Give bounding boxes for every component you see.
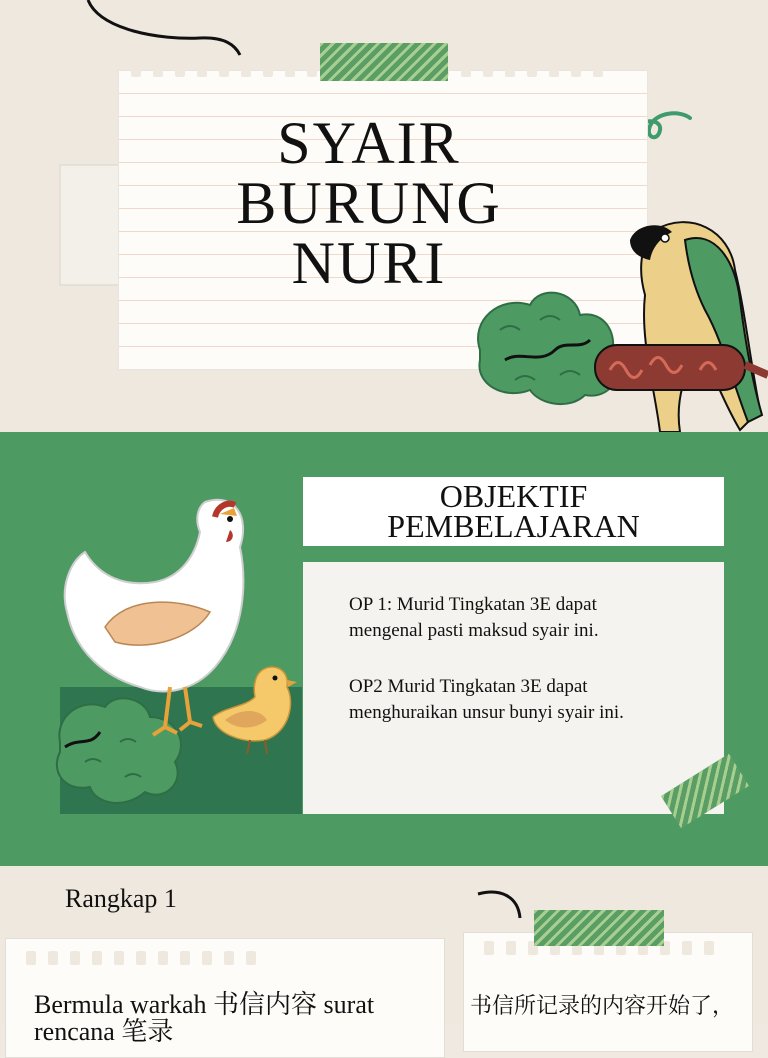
- title-line-3: NURI: [291, 230, 447, 296]
- objective-1-line-1: OP 1: Murid Tingkatan 3E dapat: [349, 594, 597, 615]
- stanza-slide: [0, 870, 768, 1046]
- objective-2-line-2: menghuraikan unsur bunyi syair ini.: [349, 702, 624, 723]
- stanza-card-left: [5, 938, 445, 1058]
- bush-icon: [57, 698, 181, 803]
- title-slide: [0, 0, 768, 432]
- objectives-slide: [0, 432, 768, 866]
- objectives-heading-line-2: PEMBELAJARAN: [387, 508, 640, 544]
- string-decor: [470, 888, 530, 928]
- string-decor: [88, 0, 240, 55]
- objective-1-line-2: mengenal pasti maksud syair ini.: [349, 620, 599, 641]
- spiral-holes: [26, 951, 256, 965]
- objective-1: [349, 592, 599, 644]
- bush-icon: [478, 293, 616, 404]
- objectives-heading: [303, 477, 724, 546]
- objectives-card: [303, 562, 724, 814]
- washi-tape: [320, 43, 448, 81]
- hen-illustration: [55, 492, 305, 822]
- stanza-right-line-1: 书信所记录的内容开始了，: [470, 993, 735, 1018]
- title-line-2: BURUNG: [236, 170, 502, 236]
- hen-icon: [65, 500, 244, 735]
- stanza-card-right: [463, 932, 753, 1052]
- parrot-icon: [630, 222, 762, 432]
- stanza-label: Rangkap 1: [65, 884, 177, 913]
- washi-tape: [534, 910, 664, 946]
- back-paper: [60, 165, 125, 285]
- title-line-1: SYAIR: [277, 110, 461, 176]
- objectives-heading-line-1: OBJEKTIF: [439, 478, 588, 514]
- stanza-left-line-2: rencana 笔录: [34, 1017, 174, 1046]
- parrot-illustration: [460, 200, 768, 432]
- chick-icon: [213, 667, 297, 754]
- objective-2: [349, 674, 624, 726]
- stanza-left-line-1: Bermula warkah 书信内容 surat: [34, 990, 375, 1019]
- objective-2-line-1: OP2 Murid Tingkatan 3E dapat: [349, 676, 588, 697]
